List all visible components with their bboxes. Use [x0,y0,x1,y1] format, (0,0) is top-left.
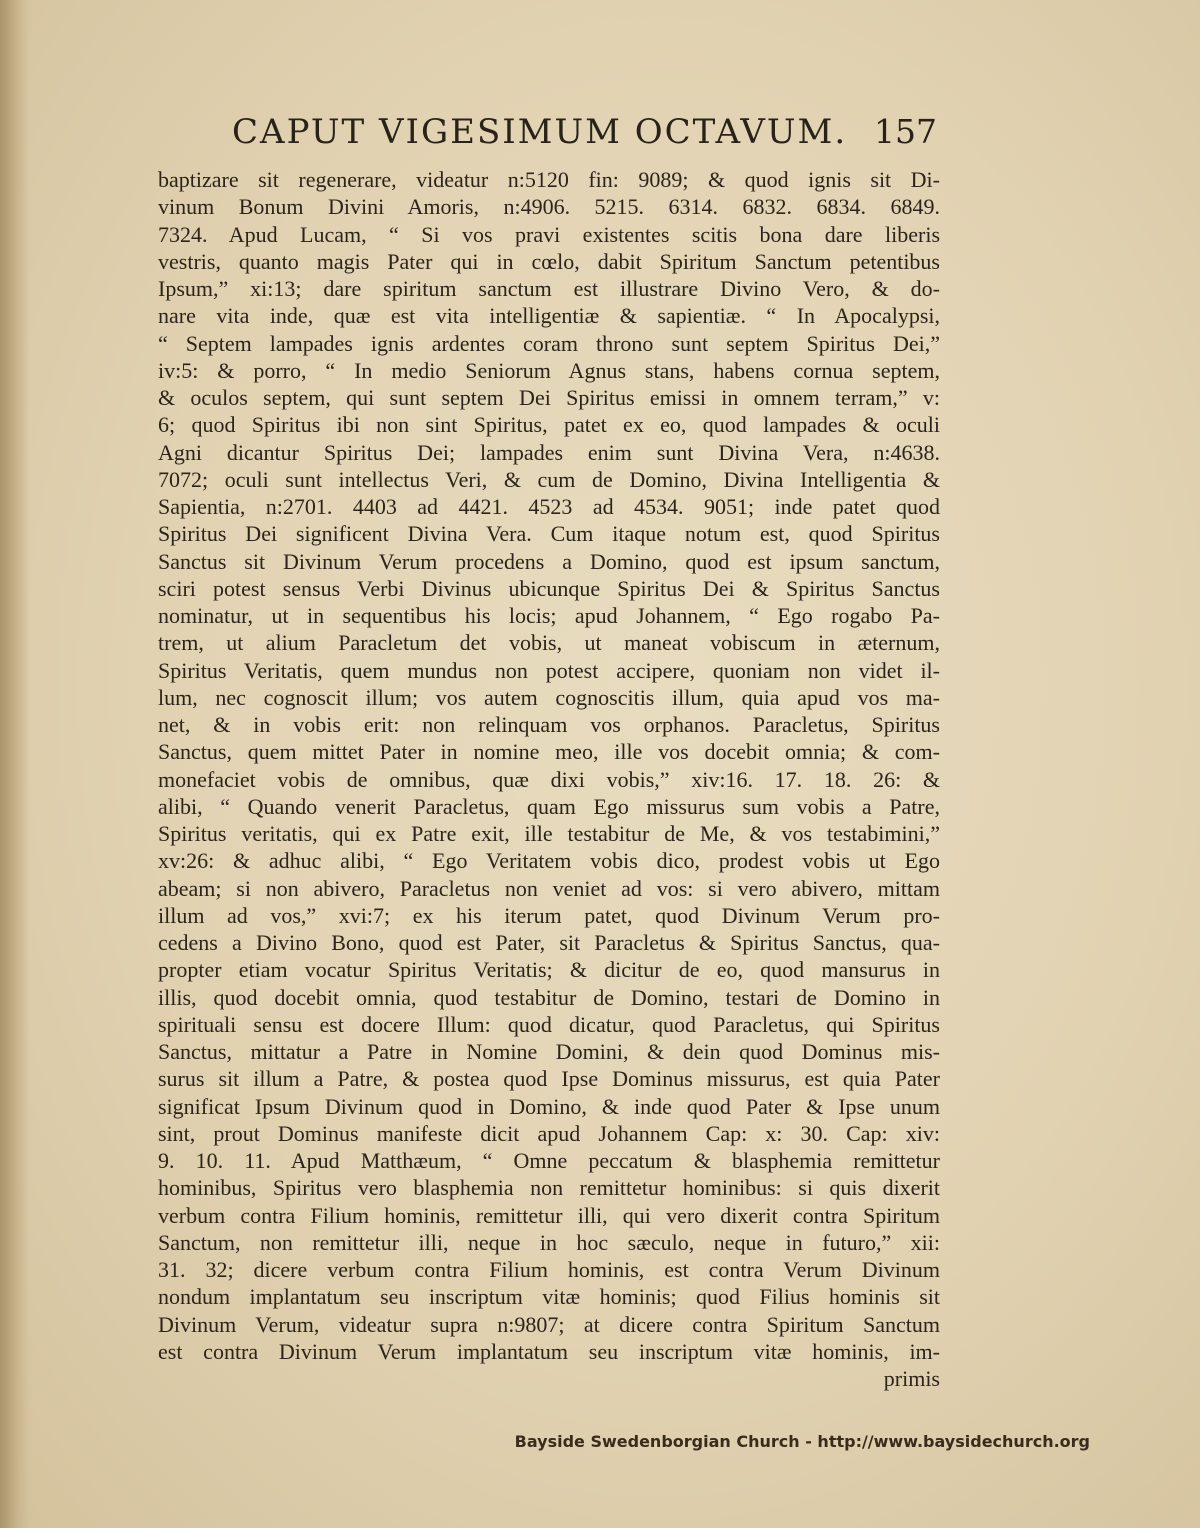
text-line: 7072; oculi sunt intellectus Veri, & cum de Domino, Divina Intelligentia & [158,466,940,492]
catchword: primis [883,1366,940,1391]
text-line: xv:26: & adhuc alibi, “ Ego Veritatem vobis dico, prodest vobis ut Ego [158,848,940,874]
footer-credit: Bayside Swedenborgian Church - http://www.baysidechurch.org [514,1432,1090,1451]
text-line: abeam; si non abivero, Paracletus non veniet ad vos: si vero abivero, mittam [158,875,940,901]
text-line: monefaciet vobis de omnibus, quæ dixi vobis,” xiv:16. 17. 18. 26: & [158,766,940,792]
text-line: 9. 10. 11. Apud Matthæum, “ Omne peccatum & blasphemia remittetur [158,1148,940,1173]
text-line: nominatur, ut in sequentibus his locis; apud Johannem, “ Ego rogabo Pa- [158,603,940,628]
text-line: spirituali sensu est docere Illum: quod dicatur, quod Paracletus, qui Spiritus [158,1011,940,1037]
page-gutter [0,0,30,1528]
text-line: iv:5: & porro, “ In medio Seniorum Agnus stans, habens cornua septem, [158,357,940,383]
text-line: cedens a Divino Bono, quod est Pater, sit Paracletus & Spiritus Sanctus, qua- [158,930,940,955]
text-line: net, & in vobis erit: non relinquam vos orphanos. Paracletus, Spiritus [158,712,940,737]
text-line: est contra Divinum Verum implantatum seu inscriptum vitæ hominis, im- [158,1338,940,1364]
text-line: Spiritus Veritatis, quem mundus non potest accipere, quoniam non videt il- [158,657,940,683]
text-line: Sanctus, quem mittet Pater in nomine meo, ille vos docebit omnia; & com- [158,739,940,765]
text-line: 6; quod Spiritus ibi non sint Spiritus, patet ex eo, quod lampades & oculi [158,412,940,438]
text-line: verbum contra Filium hominis, remittetur illi, qui vero dixerit contra Spiritum [158,1202,940,1228]
text-line: nondum implantatum seu inscriptum vitæ hominis; quod Filius hominis sit [158,1284,940,1310]
text-line: illum ad vos,” xvi:7; ex his iterum patet, quod Divinum Verum pro- [158,902,940,928]
text-line: Spiritus veritatis, qui ex Patre exit, ille testabitur de Me, & vos testabimini,” [158,821,940,846]
page-number: 157 [874,112,937,151]
text-line: baptizare sit regenerare, videatur n:5120 fin: 9089; & quod ignis sit Di- [158,167,940,192]
text-line: 7324. Apud Lucam, “ Si vos pravi existentes scitis bona dare liberis [158,221,940,247]
text-line: Spiritus Dei significent Divina Vera. Cum itaque notum est, quod Spiritus [158,521,940,547]
text-line: Sanctum, non remittetur illi, neque in hoc sæculo, neque in futuro,” xii: [158,1229,940,1255]
text-line: Sanctus, mittatur a Patre in Nomine Domini, & dein quod Dominus mis- [158,1039,940,1064]
text-line: “ Septem lampades ignis ardentes coram throno sunt septem Spiritus Dei,” [158,330,940,356]
text-line: & oculos septem, qui sunt septem Dei Spiritus emissi in omnem terram,” v: [158,385,940,410]
text-line: illis, quod docebit omnia, quod testabitur de Domino, testari de Domino in [158,984,940,1010]
text-line: propter etiam vocatur Spiritus Veritatis; & dicitur de eo, quod mansurus in [158,957,940,983]
text-line: Agni dicantur Spiritus Dei; lampades enim sunt Divina Vera, n:4638. [158,439,940,465]
text-line: Divinum Verum, videatur supra n:9807; at dicere contra Spiritum Sanctum [158,1311,940,1337]
text-line: Ipsum,” xi:13; dare spiritum sanctum est illustrare Divino Vero, & do- [158,276,940,301]
text-line: surus sit illum a Patre, & postea quod Ipse Dominus missurus, est quia Pater [158,1066,940,1092]
text-line: Sanctus sit Divinum Verum procedens a Domino, quod est ipsum sanctum, [158,548,940,574]
text-line: hominibus, Spiritus vero blasphemia non remittetur hominibus: si quis dixerit [158,1175,940,1201]
text-line: trem, ut alium Paracletum det vobis, ut maneat vobiscum in æternum, [158,630,940,656]
body-text [158,166,940,1392]
text-line: nare vita inde, quæ est vita intelligentiæ & sapientiæ. “ In Apocalypsi, [158,303,940,329]
text-line: significat Ipsum Divinum quod in Domino, & inde quod Pater & Ipse unum [158,1093,940,1119]
text-line: vinum Bonum Divini Amoris, n:4906. 5215. 6314. 6832. 6834. 6849. [158,194,940,220]
text-line: alibi, “ Quando venerit Paracletus, quam Ego missurus sum vobis a Patre, [158,793,940,819]
text-line: sint, prout Dominus manifeste dicit apud Johannem Cap: x: 30. Cap: xiv: [158,1120,940,1146]
running-title: CAPUT VIGESIMUM OCTAVUM. [232,112,848,152]
text-line: Sapientia, n:2701. 4403 ad 4421. 4523 ad 4534. 9051; inde patet quod [158,494,940,519]
text-line: sciri potest sensus Verbi Divinus ubicunque Spiritus Dei & Spiritus Sanctus [158,575,940,601]
text-line: lum, nec cognoscit illum; vos autem cognoscitis illum, quia apud vos ma- [158,684,940,710]
page-header [232,112,937,162]
text-line: 31. 32; dicere verbum contra Filium hominis, est contra Verum Divinum [158,1257,940,1282]
text-line: vestris, quanto magis Pater qui in cœlo, dabit Spiritum Sanctum petentibus [158,248,940,274]
